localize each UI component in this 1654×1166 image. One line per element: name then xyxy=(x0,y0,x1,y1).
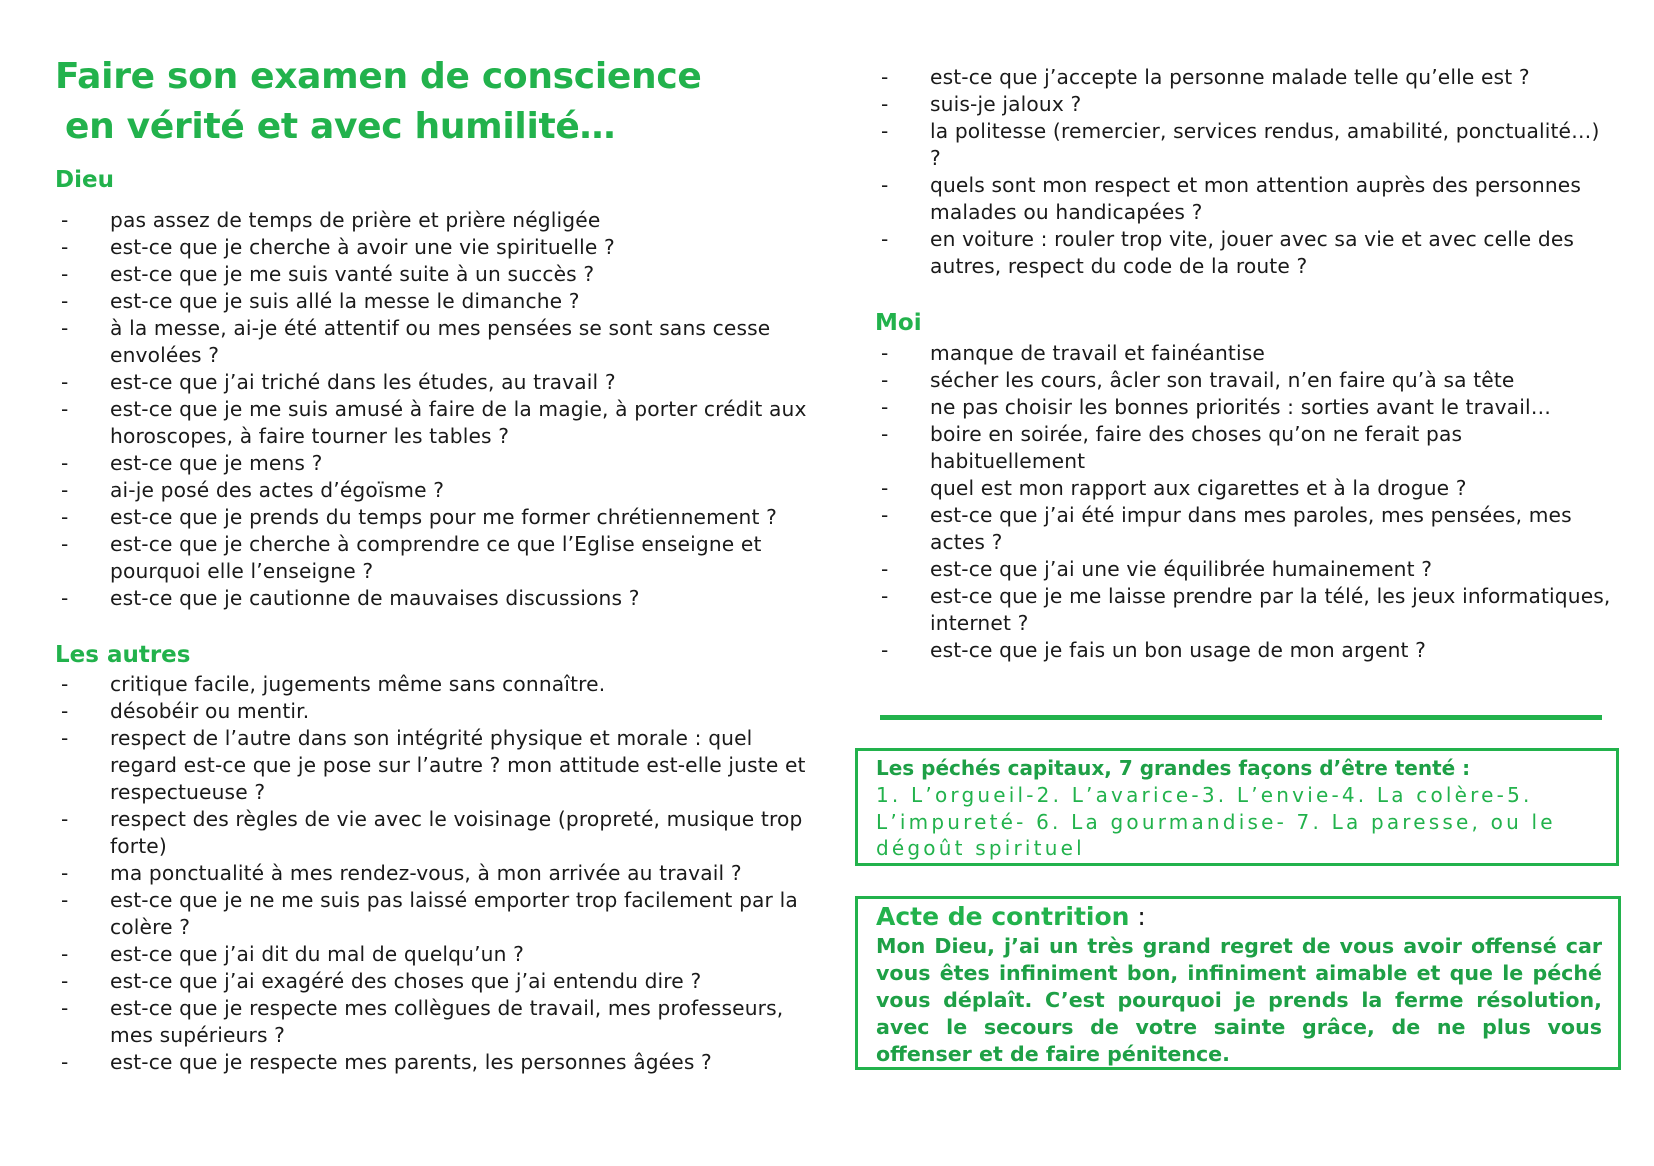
acte-de-contrition-text: Mon Dieu, j’ai un très grand regret de vous avoir offensé car vous êtes infiniment bon, infiniment aimable et que le péché vous déplaît. C’est pourquoi je prends la ferme résolution, avec le secours de votre sainte grâce, de ne plus vous offenser et de faire pénitence. xyxy=(876,934,1602,1066)
list-item: - est-ce que je me suis vanté suite à un succès ? xyxy=(55,261,815,288)
acte-de-contrition-heading xyxy=(876,901,1602,933)
list-item: - est-ce que je mens ? xyxy=(55,450,815,477)
list-item: - est-ce que j’ai une vie équilibrée humainement ? xyxy=(875,556,1615,583)
peches-capitaux-text: 1. L’orgueil-2. L’avarice-3. L’envie-4. La colère-5. L’impureté- 6. La gourmandise- 7. La paresse, ou le dégoût spirituel xyxy=(876,783,1556,860)
section-heading-moi: Moi xyxy=(875,310,922,336)
list-item: - sécher les cours, âcler son travail, n’en faire qu’à sa tête xyxy=(875,367,1615,394)
list-item: - est-ce que j’ai dit du mal de quelqu’un ? xyxy=(55,941,815,968)
list-item: - est-ce que je ne me suis pas laissé emporter trop facilement par la colère ? xyxy=(55,887,815,941)
list-item: - pas assez de temps de prière et prière négligée xyxy=(55,207,815,234)
section-heading-dieu: Dieu xyxy=(55,167,114,193)
list-item: - quels sont mon respect et mon attention auprès des personnes malades ou handicapées ? xyxy=(875,172,1615,226)
list-item: - est-ce que j’ai exagéré des choses que j’ai entendu dire ? xyxy=(55,968,815,995)
list-dieu xyxy=(55,207,815,612)
peches-capitaux-title: Les péchés capitaux, 7 grandes façons d’être tenté : xyxy=(876,756,1471,780)
list-item: - est-ce que je cherche à comprendre ce que l’Eglise enseigne et pourquoi elle l’enseigne ? xyxy=(55,531,815,585)
acte-de-contrition-box xyxy=(855,896,1621,1070)
list-item: - désobéir ou mentir. xyxy=(55,698,815,725)
list-item: - à la messe, ai-je été attentif ou mes pensées se sont sans cesse envolées ? xyxy=(55,315,815,369)
acte-de-contrition-title: Acte de contrition xyxy=(876,902,1130,931)
list-item: - est-ce que je respecte mes collègues de travail, mes professeurs, mes supérieurs ? xyxy=(55,995,815,1049)
list-item: - est-ce que je me laisse prendre par la télé, les jeux informatiques, internet ? xyxy=(875,583,1615,637)
list-item: - est-ce que je me suis amusé à faire de la magie, à porter crédit aux horoscopes, à faire tourner les tables ? xyxy=(55,396,815,450)
list-item: - est-ce que je cherche à avoir une vie spirituelle ? xyxy=(55,234,815,261)
acte-de-contrition-colon: : xyxy=(1129,902,1146,931)
list-item: - est-ce que j’ai été impur dans mes paroles, mes pensées, mes actes ? xyxy=(875,502,1615,556)
list-item: - respect de l’autre dans son intégrité physique et morale : quel regard est-ce que je pose sur l’autre ? mon attitude est-elle juste et respectueuse ? xyxy=(55,725,815,806)
list-item: - est-ce que je suis allé la messe le dimanche ? xyxy=(55,288,815,315)
list-les-autres-suite xyxy=(875,64,1615,280)
list-item: - est-ce que j’ai triché dans les études, au travail ? xyxy=(55,369,815,396)
list-moi xyxy=(875,340,1615,664)
list-les-autres xyxy=(55,671,815,1076)
list-item: - est-ce que je cautionne de mauvaises discussions ? xyxy=(55,585,815,612)
list-item: - manque de travail et fainéantise xyxy=(875,340,1615,367)
list-item: - est-ce que je prends du temps pour me former chrétiennement ? xyxy=(55,504,815,531)
list-item: - est-ce que j’accepte la personne malade telle qu’elle est ? xyxy=(875,64,1615,91)
list-item: - respect des règles de vie avec le voisinage (propreté, musique trop forte) xyxy=(55,806,815,860)
list-item: - ne pas choisir les bonnes priorités : sorties avant le travail… xyxy=(875,394,1615,421)
page-title xyxy=(55,52,702,152)
title-line-1: Faire son examen de conscience xyxy=(55,56,702,97)
list-item: - ma ponctualité à mes rendez-vous, à mon arrivée au travail ? xyxy=(55,860,815,887)
list-item: - critique facile, jugements même sans connaître. xyxy=(55,671,815,698)
divider xyxy=(880,715,1602,720)
peches-capitaux-box xyxy=(855,748,1619,866)
list-item: - est-ce que je fais un bon usage de mon argent ? xyxy=(875,637,1615,664)
section-heading-les-autres: Les autres xyxy=(55,642,191,668)
list-item: - en voiture : rouler trop vite, jouer avec sa vie et avec celle des autres, respect du code de la route ? xyxy=(875,226,1615,280)
list-item: - est-ce que je respecte mes parents, les personnes âgées ? xyxy=(55,1049,815,1076)
list-item: - ai-je posé des actes d’égoïsme ? xyxy=(55,477,815,504)
list-item: - quel est mon rapport aux cigarettes et à la drogue ? xyxy=(875,475,1615,502)
list-item: - suis-je jaloux ? xyxy=(875,91,1615,118)
list-item: - la politesse (remercier, services rendus, amabilité, ponctualité…) ? xyxy=(875,118,1615,172)
title-line-2: en vérité et avec humilité… xyxy=(65,106,616,147)
list-item: - boire en soirée, faire des choses qu’on ne ferait pas habituellement xyxy=(875,421,1615,475)
